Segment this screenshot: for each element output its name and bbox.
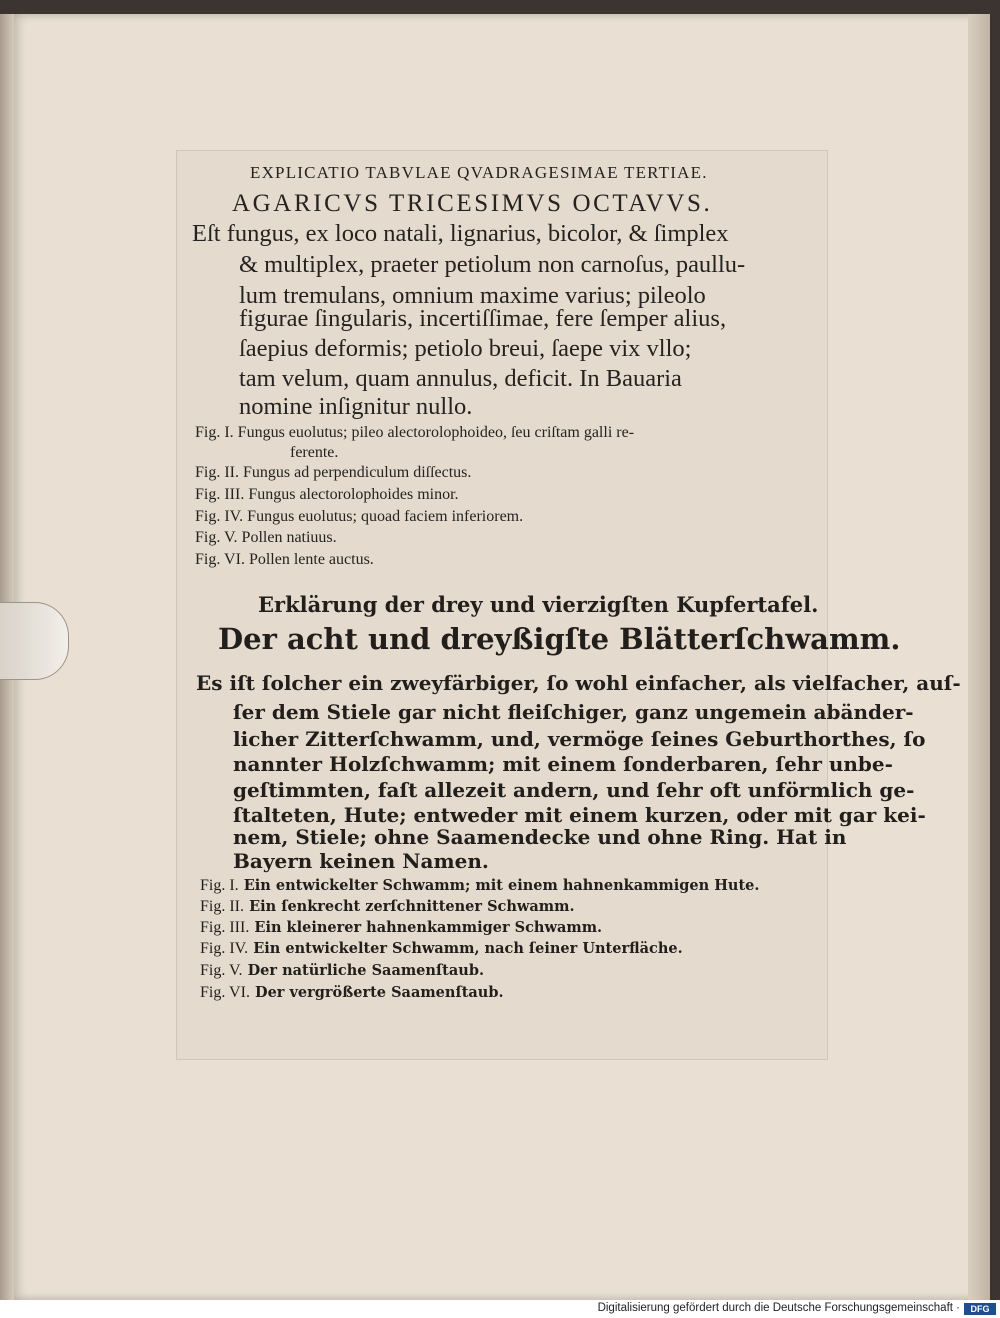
figure-label: Fig. I. (200, 877, 239, 894)
german-body-line: ſtalteten, Hute; entweder mit einem kurzen, oder mit gar kei- (233, 803, 926, 827)
latin-body-line: & multiplex, praeter petiolum non carnoſus, paullu- (239, 251, 746, 278)
german-figure-item (200, 877, 759, 895)
figure-text: ferente. (290, 444, 339, 461)
figure-label: Fig. III. (200, 919, 250, 936)
latin-body-line: figurae ſingularis, incertiſſimae, fere ſemper alius, (239, 305, 727, 332)
latin-figure-item (195, 551, 374, 569)
german-header: Erklärung der drey und vierzigſten Kupfertafel. (258, 592, 819, 617)
figure-label: Fig. VI. (200, 984, 250, 1001)
figure-text: Ein entwickelter Schwamm; mit einem hahnenkammigen Hute. (243, 877, 760, 894)
footer-bar (0, 1300, 1000, 1318)
figure-label: Fig. II. (200, 898, 244, 915)
figure-label: Fig. V. (200, 962, 243, 979)
figure-text: Fungus alectorolophoides minor. (248, 486, 459, 503)
latin-figure-item (195, 529, 337, 547)
page-clip-tab (0, 602, 69, 680)
german-figure-item (200, 962, 484, 980)
page-edge (968, 14, 990, 1300)
figure-label: Fig. I. (195, 424, 234, 441)
figure-text: Fungus ad perpendiculum diſſectus. (243, 464, 472, 481)
german-title: Der acht und dreyßigſte Blätterſchwamm. (218, 622, 901, 656)
german-body-line: ſer dem Stiele gar nicht fleiſchiger, ganz ungemein abänder- (233, 700, 914, 724)
latin-body-line: tam velum, quam annulus, deficit. In Bauaria (239, 365, 682, 392)
german-body-line: nem, Stiele; ohne Saamendecke und ohne Ring. Hat in (233, 825, 847, 849)
latin-title: AGARICVS TRICESIMVS OCTAVVS. (232, 190, 713, 217)
german-figure-item (200, 898, 575, 916)
figure-text: Der natürliche Saamenſtaub. (247, 962, 485, 979)
german-body-line: Bayern keinen Namen. (233, 849, 489, 873)
latin-body-line: ſaepius deformis; petiolo breui, ſaepe vix vllo; (239, 335, 692, 362)
figure-text: Ein ſenkrecht zerſchnittener Schwamm. (249, 898, 575, 915)
german-body-line: licher Zitterſchwamm, und, vermöge ſeines Geburthorthes, ſo (233, 727, 926, 751)
figure-label: Fig. IV. (195, 508, 244, 525)
latin-body-line: Eſt fungus, ex loco natali, lignarius, bicolor, & ſimplex (192, 220, 729, 247)
german-body-line: geſtimmten, faſt allezeit andern, und ſehr oft unförmlich ge- (233, 778, 915, 802)
german-figure-item (200, 940, 683, 958)
footer-credit: Digitalisierung gefördert durch die Deutsche Forschungsgemeinschaft · (597, 1302, 960, 1314)
latin-figure-item (195, 508, 523, 526)
latin-figure-item (195, 464, 471, 482)
figure-label: Fig. VI. (195, 551, 245, 568)
german-figure-item (200, 919, 602, 937)
figure-text: Der vergrößerte Saamenſtaub. (255, 984, 504, 1001)
figure-text: Pollen lente auctus. (248, 551, 374, 568)
german-body-line: Es iſt ſolcher ein zweyfärbiger, ſo wohl einfacher, als vielfacher, auſ- (196, 671, 961, 695)
figure-text: Ein kleinerer hahnenkammiger Schwamm. (254, 919, 603, 936)
german-figure-item (200, 984, 504, 1002)
figure-text: Fungus euolutus; quoad faciem inferiorem. (247, 508, 524, 525)
figure-label: Fig. V. (195, 529, 238, 546)
figure-text: Fungus euolutus; pileo alectorolophoideo, ſeu criſtam galli re- (237, 424, 635, 441)
figure-text: Pollen natiuus. (241, 529, 337, 546)
latin-body-line: nomine inſignitur nullo. (239, 393, 473, 420)
latin-body-line: lum tremulans, omnium maxime varius; pileolo (239, 282, 706, 309)
latin-figure-item (195, 424, 634, 442)
dfg-logo: DFG (964, 1303, 996, 1315)
figure-text: Ein entwickelter Schwamm, nach ſeiner Unterfläche. (253, 940, 683, 957)
figure-label: Fig. III. (195, 486, 245, 503)
figure-label: Fig. II. (195, 464, 239, 481)
german-body-line: nannter Holzſchwamm; mit einem ſonderbaren, ſehr unbe- (233, 752, 893, 776)
latin-header: EXPLICATIO TABVLAE QVADRAGESIMAE TERTIAE. (250, 163, 708, 182)
latin-figure-item (290, 444, 338, 462)
figure-label: Fig. IV. (200, 940, 249, 957)
latin-figure-item (195, 486, 459, 504)
